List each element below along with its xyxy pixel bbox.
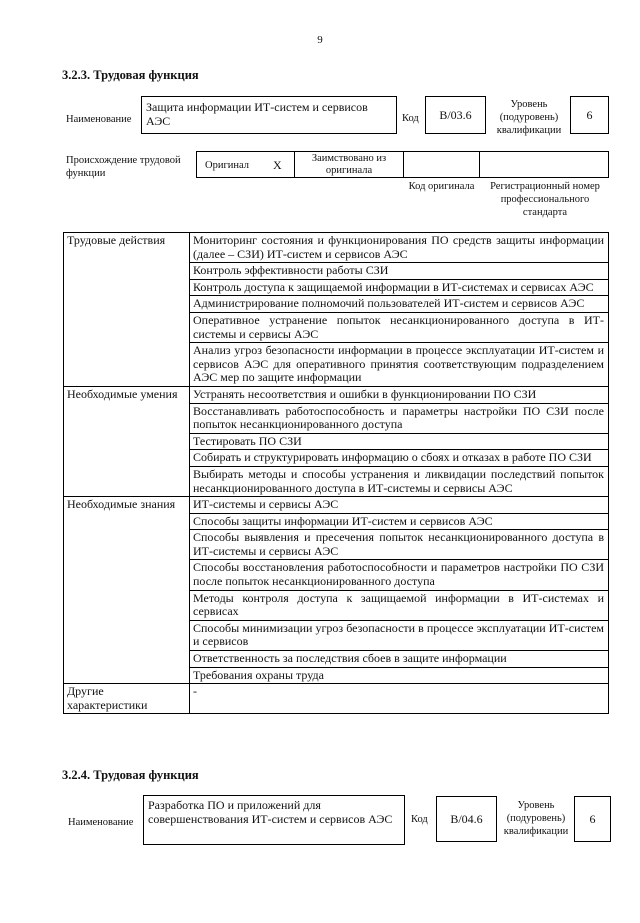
action-item: Анализ угроз безопасности информации в процессе эксплуатации ИТ-систем и сервисов АЭС для оперативного принятия соответствующим подразделением АЭС мер по защите информации [190,343,609,387]
section-heading-324: 3.2.4. Трудовая функция [62,768,199,782]
knowledge-item: Методы контроля доступа к защищаемой информации в ИТ-системах и сервисах [190,590,609,620]
name-value-box [141,96,397,134]
actions-category: Трудовые действия [64,233,190,387]
code-original-label: Код оригинала [408,181,475,192]
name-label: Наименование [66,114,132,125]
name-value-box-2 [143,795,405,845]
borrowed-box [294,151,404,178]
knowledge-category: Необходимые знания [64,497,190,684]
original-box [196,151,295,178]
skills-category: Необходимые умения [64,386,190,496]
code-value: B/03.6 [439,108,472,122]
other-category: Другие характеристики [64,684,190,714]
table-row [64,497,609,514]
knowledge-item: Способы защиты информации ИТ-систем и сервисов АЭС [190,513,609,530]
reg-number-box [479,151,609,178]
borrowed-label: Заимствовано из оригинала [311,152,387,176]
knowledge-item: Требования охраны труда [190,667,609,684]
level-value-2: 6 [589,812,596,826]
knowledge-item: ИТ-системы и сервисы АЭС [190,497,609,514]
level-label-2: Уровень (подуровень) квалификации [503,799,569,837]
other-value: - [190,684,609,714]
code-value-box-2 [436,796,497,842]
name-value: Защита информации ИТ-систем и сервисов АЭС [146,100,368,128]
table-row [64,233,609,263]
labor-function-table [63,232,609,714]
original-mark: X [273,158,282,172]
knowledge-item: Способы минимизации угроз безопасности в процессе эксплуатации ИТ-систем и сервисов [190,620,609,650]
table-row [64,386,609,403]
name-label-2: Наименование [68,817,134,828]
table-row [64,684,609,714]
reg-number-label: Регистрационный номер профессионального стандарта [490,181,600,218]
level-label: Уровень (подуровень) квалификации [496,98,562,136]
name-value-2: Разработка ПО и приложений для совершенствования ИТ-систем и сервисов АЭС [148,798,393,826]
action-item: Контроль доступа к защищаемой информации в ИТ-системах и сервисах АЭС [190,279,609,296]
level-value-box-2 [574,796,611,842]
knowledge-item: Способы выявления и пресечения попыток несанкционированного доступа в ИТ-системы и сервисы АЭС [190,530,609,560]
skill-item: Восстанавливать работоспособность и параметры настройки ПО СЗИ после попыток несанкционированного доступа [190,403,609,433]
knowledge-item: Ответственность за последствия сбоев в защите информации [190,651,609,668]
action-item: Оперативное устранение попыток несанкционированного доступа в ИТ-системы и сервисы АЭС [190,312,609,342]
skill-item: Выбирать методы и способы устранения и ликвидации последствий попыток несанкционированного доступа в ИТ-системы и сервисы АЭС [190,466,609,496]
page-number: 9 [317,34,323,46]
skill-item: Тестировать ПО СЗИ [190,433,609,450]
original-label: Оригинал [205,160,249,171]
code-original-box [403,151,480,178]
skill-item: Собирать и структурировать информацию о сбоях и отказах в работе ПО СЗИ [190,450,609,467]
action-item: Мониторинг состояния и функционирования ПО средств защиты информации (далее – СЗИ) ИТ-систем и сервисов АЭС [190,233,609,263]
code-label: Код [402,113,419,124]
action-item: Контроль эффективности работы СЗИ [190,263,609,280]
action-item: Администрирование полномочий пользователей ИТ-систем и сервисов АЭС [190,296,609,313]
skill-item: Устранять несоответствия и ошибки в функционировании ПО СЗИ [190,386,609,403]
level-value-box [570,96,609,134]
code-value-2: B/04.6 [450,812,483,826]
knowledge-item: Способы восстановления работоспособности и параметров настройки ПО СЗИ после попыток несанкционированного доступа [190,560,609,590]
code-value-box [425,96,486,134]
code-label-2: Код [411,814,428,825]
section-heading-323: 3.2.3. Трудовая функция [62,68,199,82]
origin-label: Происхождение трудовой функции [66,155,181,179]
level-value: 6 [586,108,593,122]
